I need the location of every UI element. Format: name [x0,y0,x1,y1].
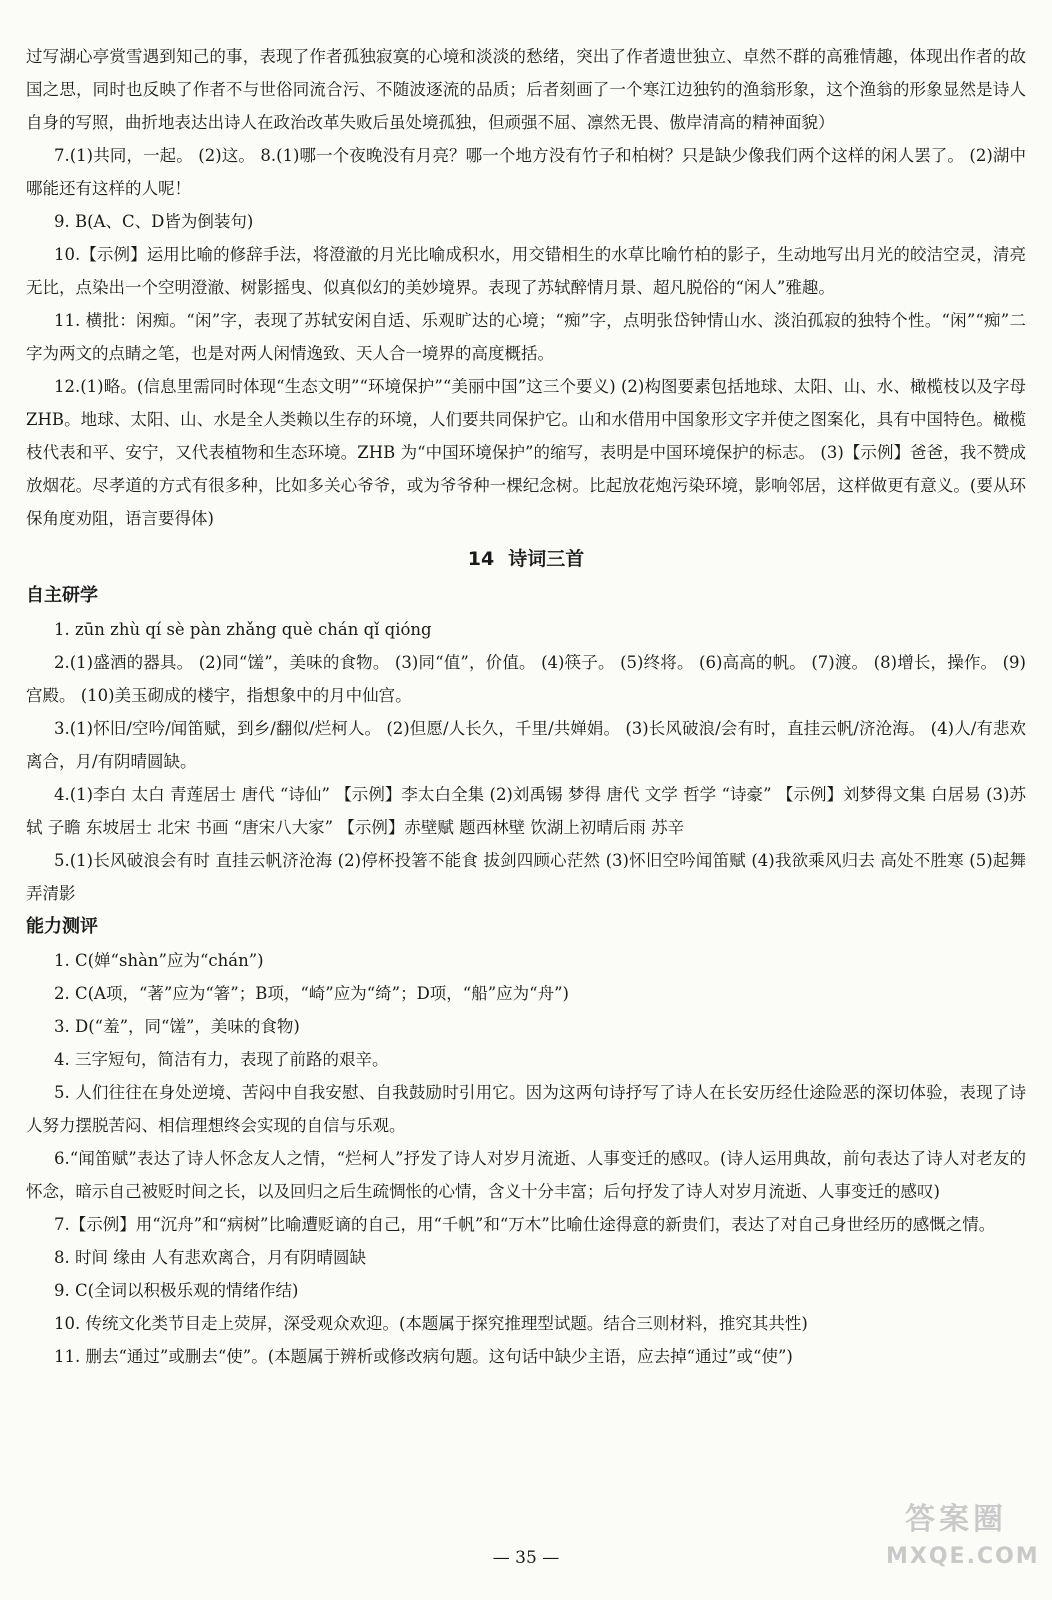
answer-11: 11. 横批：闲痴。“闲”字，表现了苏轼安闲自适、乐观旷达的心境；“痴”字，点明张岱钟情山水、淡泊孤寂的独特个性。“闲”“痴”二字为两文的点睛之笔，也是对两人闲情逸致、天人合一境界的高度概括。 [26,311,1026,363]
watermark-logo-text: 答案圈 [905,1502,1007,1537]
nengli-answer-10: 10. 传统文化类节目走上荧屏，深受观众欢迎。(本题属于探究推理型试题。结合三则材料，推究其共性) [54,1314,808,1333]
answer-9: 9. B(A、C、D皆为倒装句) [54,212,254,231]
lesson-title [26,539,1026,579]
nengli-answer-7: 7.【示例】用“沉舟”和“病树”比喻遭贬谪的自己，用“千帆”和“万木”比喻仕途得意的新贵们，表达了对自己身世经历的感慨之情。 [54,1215,996,1234]
zizhu-answer-5: 5.(1)长风破浪会有时 直挂云帆济沧海 (2)停杯投箸不能食 拔剑四顾心茫然 (3)怀旧空吟闻笛赋 (4)我欲乘风归去 高处不胜寒 (5)起舞弄清影 [26,851,1026,903]
watermark-url: MXQE.COM [886,1544,1040,1569]
continued-paragraph: 过写湖心亭赏雪遇到知己的事，表现了作者孤独寂寞的心境和淡淡的愁绪，突出了作者遗世独立、卓然不群的高雅情趣，体现出作者的故国之思，同时也反映了作者不与世俗同流合污、不随波逐流的品质；后者刻画了一个寒江边独钓的渔翁形象，这个渔翁的形象显然是诗人自身的写照，曲折地表达出诗人在政治改革失败后虽处境孤独，但顽强不屈、凛然无畏、傲岸清高的精神面貌） [26,47,1026,132]
nengli-answer-5: 5. 人们往往在身处逆境、苦闷中自我安慰、自我鼓励时引用它。因为这两句诗抒写了诗人在长安历经仕途险恶的深切体验，表现了诗人努力摆脱苦闷、相信理想终会实现的自信与乐观。 [26,1083,1026,1135]
watermark [886,1500,1040,1582]
answer-7-8: 7.(1)共同，一起。 (2)这。 8.(1)哪一个夜晚没有月亮？哪一个地方没有竹子和柏树？只是缺少像我们两个这样的闲人罢了。 (2)湖中哪能还有这样的人呢！ [26,146,1026,198]
section-heading-zizhu: 自主研学 [26,585,98,606]
nengli-answer-9: 9. C(全词以积极乐观的情绪作结) [54,1281,299,1300]
lesson-name: 诗词三首 [508,548,585,570]
nengli-answer-6: 6.“闻笛赋”表达了诗人怀念友人之情，“烂柯人”抒发了诗人对岁月流逝、人事变迁的感叹。(诗人运用典故，前句表达了诗人对老友的怀念，暗示自己被贬时间之长，以及回归之后生疏惆怅的心情，含义十分丰富；后句抒发了诗人对岁月流逝、人事变迁的感叹) [26,1149,1026,1201]
nengli-answer-11: 11. 删去“通过”或删去“使”。(本题属于辨析或修改病句题。这句话中缺少主语，应去掉“通过”或“使”) [54,1347,793,1366]
answer-page [26,40,1026,1373]
answer-12: 12.(1)略。(信息里需同时体现“生态文明”“环境保护”“美丽中国”这三个要义) (2)构图要素包括地球、太阳、山、水、橄榄枝以及字母 ZHB。地球、太阳、山、水是全人类赖以生存的环境，人们要共同保护它。山和水借用中国象形文字并使之图案化，具有中国特色。橄榄枝代表和平、安宁，又代表植物和生态环境。ZHB 为“中国环境保护”的缩写，表明是中国环境保护的标志。 (3)【示例】爸爸，我不赞成放烟花。尽孝道的方式有很多种，比如多关心爷爷，或为爷爷种一棵纪念树。比起放花炮污染环境，影响邻居，这样做更有意义。(要从环保角度劝阻，语言要得体) [26,377,1026,528]
page-number: — 35 — [492,1548,560,1568]
nengli-answer-2: 2. C(A项，“著”应为“箸”；B项，“崎”应为“绮”；D项，“船”应为“舟”) [54,984,569,1003]
nengli-answer-8: 8. 时间 缘由 人有悲欢离合，月有阴晴圆缺 [54,1248,366,1267]
zizhu-answer-1: 1. zūn zhù qí sè pàn zhǎng què chán qǐ qióng [54,620,432,639]
zizhu-answer-4: 4.(1)李白 太白 青莲居士 唐代 “诗仙” 【示例】李太白全集 (2)刘禹锡 梦得 唐代 文学 哲学 “诗豪” 【示例】刘梦得文集 白居易 (3)苏轼 子瞻 东坡居士 北宋 书画 “唐宋八大家” 【示例】赤壁赋 题西林壁 饮湖上初晴后雨 苏辛 [26,785,1026,837]
nengli-answer-3: 3. D(“羞”，同“馐”，美味的食物) [54,1017,300,1036]
nengli-answer-4: 4. 三字短句，简洁有力，表现了前路的艰辛。 [54,1050,389,1069]
zizhu-answer-3: 3.(1)怀旧/空吟/闻笛赋，到乡/翻似/烂柯人。 (2)但愿/人长久，千里/共婵娟。 (3)长风破浪/会有时，直挂云帆/济沧海。 (4)人/有悲欢离合，月/有阴晴圆缺。 [26,719,1026,771]
answer-10: 10.【示例】运用比喻的修辞手法，将澄澈的月光比喻成积水，用交错相生的水草比喻竹柏的影子，生动地写出月光的皎洁空灵，清亮无比，点染出一个空明澄澈、树影摇曳、似真似幻的美妙境界。表现了苏轼醉情月景、超凡脱俗的“闲人”雅趣。 [26,245,1026,297]
section-heading-nengli: 能力测评 [26,916,98,937]
zizhu-answer-2: 2.(1)盛酒的器具。 (2)同“馐”，美味的食物。 (3)同“值”，价值。 (4)筷子。 (5)终将。 (6)高高的帆。 (7)渡。 (8)增长，操作。 (9)宫殿。 (10)美玉砌成的楼宇，指想象中的月中仙宫。 [26,653,1026,705]
nengli-answer-1: 1. C(婵“shàn”应为“chán”) [54,951,264,970]
lesson-number: 14 [467,548,495,570]
